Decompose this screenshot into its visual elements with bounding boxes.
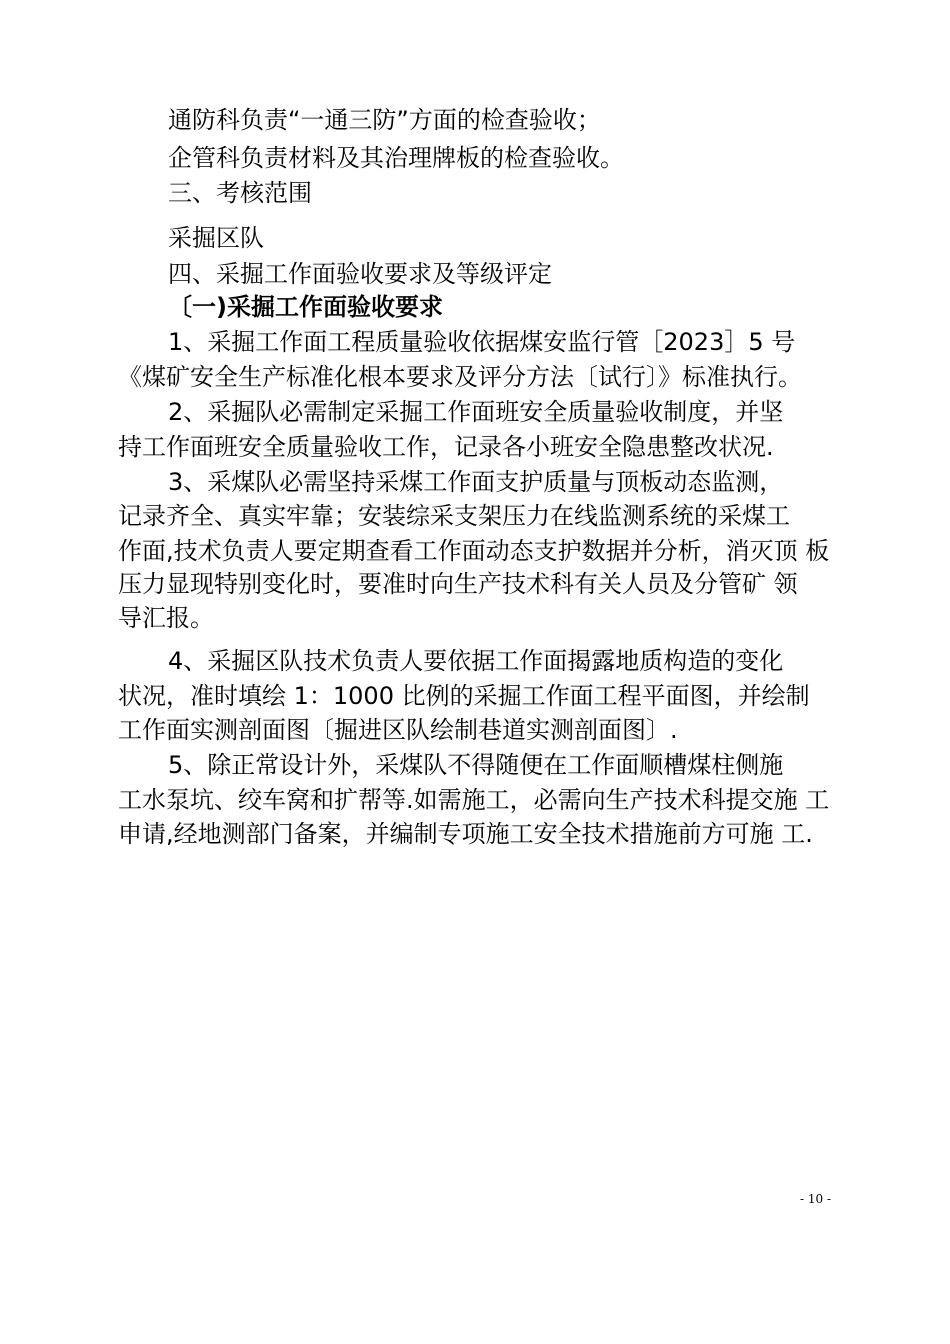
paragraph-line: 《煤矿安全生产标准化根本要求及评分方法〔试行〕》标准执行。 bbox=[118, 363, 802, 391]
paragraph-line: 记录齐全、真实牢靠；安装综采支架压力在线监测系统的采煤工 bbox=[118, 502, 790, 530]
text-line: 企管科负责材料及其治理牌板的检查验收。 bbox=[168, 144, 624, 172]
text-line: 采掘区队 bbox=[168, 224, 264, 252]
paragraph-line: 作面,技术负责人要定期查看工作面动态支护数据并分析，消灭顶 板 bbox=[118, 537, 830, 565]
paragraph-line: 状况，准时填绘 1：1000 比例的采掘工作面工程平面图，并绘制 bbox=[118, 682, 810, 710]
subsection-heading: 〔一)采掘工作面验收要求 bbox=[168, 293, 443, 321]
paragraph-line: 持工作面班安全质量验收工作，记录各小班安全隐患整改状况. bbox=[118, 433, 774, 461]
paragraph-line: 4、采掘区队技术负责人要依据工作面揭露地质构造的变化 bbox=[168, 647, 784, 675]
text-line: 通防科负责“一通三防”方面的检查验收； bbox=[168, 106, 601, 134]
paragraph-line: 工水泵坑、绞车窝和扩帮等.如需施工，必需向生产技术科提交施 工 bbox=[118, 786, 830, 814]
paragraph-line: 1、采掘工作面工程质量验收依据煤安监行管［2023］5 号 bbox=[168, 328, 796, 356]
page-number: - 10 - bbox=[800, 1192, 832, 1206]
paragraph-line: 申请,经地测部门备案，并编制专项施工安全技术措施前方可施 工. bbox=[118, 820, 813, 848]
paragraph-line: 压力显现特别变化时，要准时向生产技术科有关人员及分管矿 领 bbox=[118, 570, 798, 598]
section-heading: 四、采掘工作面验收要求及等级评定 bbox=[168, 260, 552, 288]
paragraph-line: 5、除正常设计外，采煤队不得随便在工作面顺槽煤柱侧施 bbox=[168, 751, 784, 779]
paragraph-line: 导汇报。 bbox=[118, 604, 214, 632]
paragraph-line: 2、采掘队必需制定采掘工作面班安全质量验收制度，并坚 bbox=[168, 398, 784, 426]
paragraph-line: 3、采煤队必需坚持采煤工作面支护质量与顶板动态监测， bbox=[168, 468, 784, 496]
paragraph-line: 工作面实测剖面图〔掘进区队绘制巷道实测剖面图〕. bbox=[118, 716, 678, 744]
section-heading: 三、考核范围 bbox=[168, 179, 312, 207]
